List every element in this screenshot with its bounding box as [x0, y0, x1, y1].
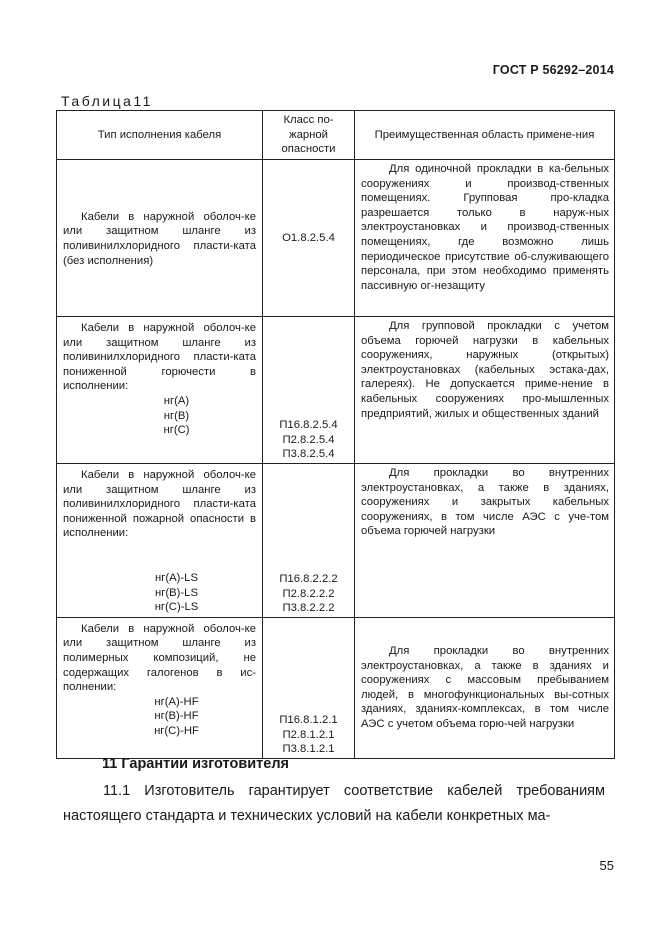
- fire-class-value: П16.8.1.2.1: [279, 713, 338, 726]
- variant-item: нг(В): [163, 409, 190, 422]
- cable-type-text: Кабели в наружной оболоч-ке или защитном шланге из полимерных композиций, не содержащих галогенов в ис-полнении:: [63, 622, 256, 694]
- application-area-text: Для прокладки во внутренних электроустановках, а также в зданиях и сооружениях с массовым пребыванием людей, в многофункциональных вы-сотных зданиях, зданиях-комплексах, в том числе АЭС с учетом объема горю-чей нагрузки: [361, 644, 609, 730]
- application-area-text: Для одиночной прокладки в ка-бельных сооружениях и производ-ственных помещениях. Групповая про-кладка разрешается только в наруж-ных электроустановках и производ-ственных помещениях, где возможно лишь периодическое присутствие об-служивающего персонала, при этом необходимо применять пассивную ог-незащиту: [361, 163, 609, 292]
- fire-class-value: П16.8.2.5.4: [279, 419, 338, 432]
- cable-type-cell: [57, 464, 263, 618]
- cable-type-cell: [57, 160, 263, 317]
- application-area-text: Для прокладки во внутренних электроустановках, а также в зданиях, сооружениях и закрытых кабельных сооружениях, в том числе АЭС с уче-том объема горючей нагрузки: [361, 467, 609, 538]
- application-area-text: Для групповой прокладки с учетом объема горючей нагрузки в кабельных сооружениях, наружных (открытых) электроустановках (кабельных эстака-дах, галереях). Не допускается приме-нение в кабельных сооружениях про-мышленных предприятий, жилых и общественных зданий: [361, 320, 609, 420]
- fire-class-cell: [263, 160, 355, 317]
- page-number: 55: [599, 858, 614, 873]
- header-fire-class: Класс по-жарной опасности: [263, 111, 355, 160]
- cable-type-text: Кабели в наружной оболоч-ке или защитном шланге из поливинилхлоридного пласти-ката пониженной пожарной опасности в исполнении:: [63, 469, 256, 540]
- variant-item: нг(В)-HF: [154, 710, 199, 723]
- cable-type-cell: [57, 317, 263, 464]
- table-row: [57, 160, 615, 317]
- variant-item: нг(А)-HF: [154, 695, 199, 708]
- fire-class-value: П3.8.2.5.4: [282, 448, 335, 461]
- document-standard-code: ГОСТ Р 56292–2014: [492, 63, 614, 77]
- section-heading: 11 Гарантии изготовителя: [102, 756, 289, 772]
- variant-item: нг(С)-HF: [154, 724, 199, 737]
- variant-item: нг(А)-LS: [155, 571, 198, 584]
- application-area-cell: [355, 464, 615, 618]
- header-application-area: Преимущественная область примене-ния: [355, 111, 615, 160]
- cable-types-table: [56, 110, 615, 759]
- fire-class-cell: [263, 617, 355, 758]
- cable-type-cell: [57, 617, 263, 758]
- fire-class-value: П16.8.2.2.2: [279, 572, 338, 585]
- fire-class-cell: [263, 464, 355, 618]
- application-area-cell: [355, 317, 615, 464]
- section-paragraph: 11.1 Изготовитель гарантирует соответствие кабелей требованиям настоящего стандарта и технических условий на кабели конкретных ма-: [63, 783, 605, 824]
- fire-class-value: П2.8.2.5.4: [282, 433, 335, 446]
- cable-type-text: Кабели в наружной оболоч-ке или защитном шланге из поливинилхлоридного пласти-ката пониженной горючести в исполнении:: [63, 322, 256, 393]
- variant-item: нг(С): [163, 424, 190, 437]
- variant-item: нг(А): [163, 394, 190, 407]
- variant-item: нг(С)-LS: [154, 601, 199, 614]
- application-area-cell: [355, 160, 615, 317]
- fire-class-value: П3.8.2.2.2: [282, 602, 335, 615]
- fire-class-value: П2.8.1.2.1: [282, 728, 335, 741]
- table-row: [57, 617, 615, 758]
- fire-class-value: О1.8.2.5.4: [282, 231, 335, 244]
- application-area-cell: [355, 617, 615, 758]
- fire-class-cell: [263, 317, 355, 464]
- fire-class-value: П2.8.2.2.2: [282, 587, 335, 600]
- header-cable-type: Тип исполнения кабеля: [57, 111, 263, 160]
- table-row: [57, 464, 615, 618]
- variant-item: нг(В)-LS: [155, 586, 198, 599]
- cable-type-text: Кабели в наружной оболоч-ке или защитном шланге из поливинилхлоридного пласти-ката (без исполнения): [63, 210, 256, 267]
- table-caption: Таблица11: [61, 93, 153, 109]
- fire-class-value: П3.8.1.2.1: [282, 743, 335, 756]
- table-row: [57, 317, 615, 464]
- table-header-row: [57, 111, 615, 160]
